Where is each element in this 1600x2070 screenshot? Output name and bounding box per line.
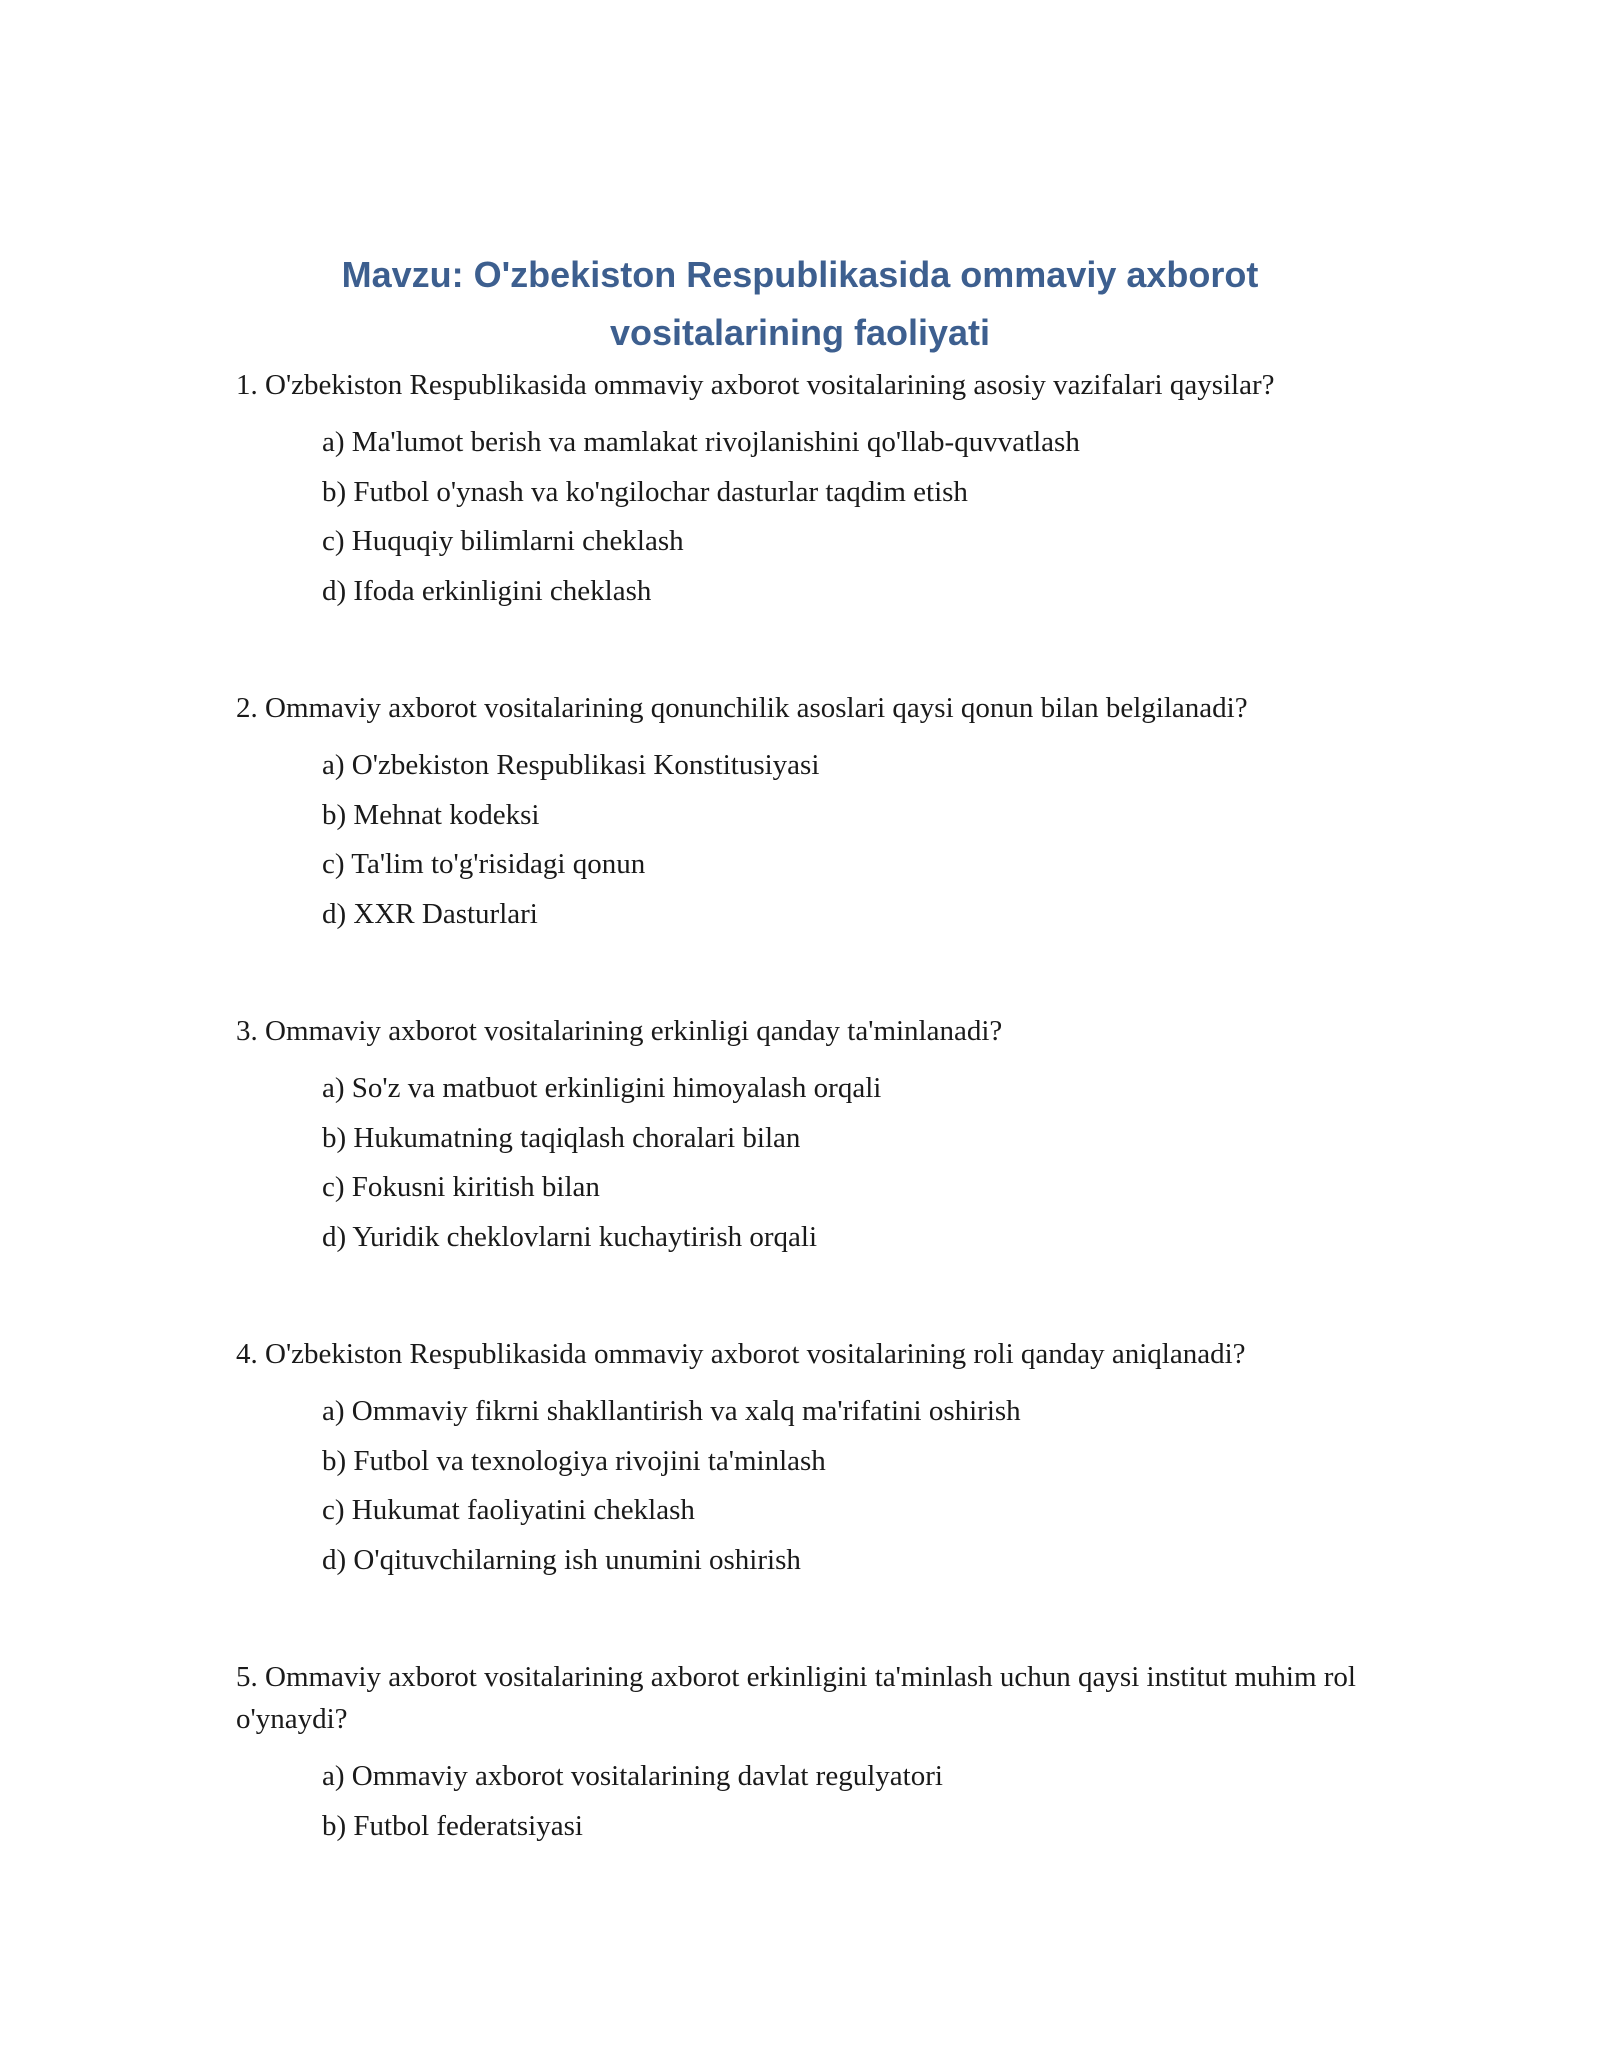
answer-option-a: a) Ma'lumot berish va mamlakat rivojlanishini qo'llab-quvvatlash bbox=[322, 426, 1080, 458]
answer-options bbox=[236, 1064, 1366, 1262]
answer-option-b: b) Futbol va texnologiya rivojini ta'minlash bbox=[322, 1444, 826, 1477]
answer-option-d: d) Yuridik cheklovlarni kuchaytirish orqali bbox=[322, 1220, 818, 1253]
title-line-2: vositalarining faoliyati bbox=[609, 312, 991, 353]
question-text: 2. Ommaviy axborot vositalarining qonunchilik asoslari qaysi qonun bilan belgilanadi? bbox=[236, 692, 1248, 724]
answer-option-a: a) So'z va matbuot erkinligini himoyalash orqali bbox=[322, 1072, 882, 1104]
question-1 bbox=[236, 364, 1366, 616]
question-text: 4. O'zbekiston Respublikasida ommaviy axborot vositalarining roli qanday aniqlanadi? bbox=[236, 1338, 1246, 1370]
question-text: 3. Ommaviy axborot vositalarining erkinligi qanday ta'minlanadi? bbox=[236, 1015, 1003, 1047]
question-4 bbox=[236, 1333, 1366, 1585]
answer-option-d: d) XXR Dasturlari bbox=[322, 897, 538, 930]
answer-option-a: a) Ommaviy axborot vositalarining davlat regulyatori bbox=[322, 1760, 943, 1792]
answer-option-b: b) Mehnat kodeksi bbox=[322, 798, 540, 831]
question-text: 5. Ommaviy axborot vositalarining axborot erkinligini ta'minlash uchun qaysi institut muhim rol o'ynaydi? bbox=[236, 1661, 1356, 1735]
answer-option-c: c) Hukumat faoliyatini cheklash bbox=[322, 1494, 695, 1526]
answer-option-b: b) Futbol o'ynash va ko'ngilochar dasturlar taqdim etish bbox=[322, 475, 968, 508]
answer-option-c: c) Ta'lim to'g'risidagi qonun bbox=[322, 848, 646, 880]
question-3 bbox=[236, 1010, 1366, 1262]
document-title bbox=[236, 246, 1364, 362]
answer-option-b: b) Futbol federatsiyasi bbox=[322, 1809, 583, 1842]
question-text: 1. O'zbekiston Respublikasida ommaviy axborot vositalarining asosiy vazifalari qaysilar? bbox=[236, 369, 1275, 401]
answer-option-d: d) Ifoda erkinligini cheklash bbox=[322, 574, 652, 607]
answer-option-c: c) Fokusni kiritish bilan bbox=[322, 1171, 600, 1203]
answer-options bbox=[236, 418, 1366, 616]
answer-option-a: a) Ommaviy fikrni shakllantirish va xalq ma'rifatini oshirish bbox=[322, 1395, 1021, 1427]
answer-option-a: a) O'zbekiston Respublikasi Konstitusiyasi bbox=[322, 749, 820, 781]
answer-options bbox=[236, 741, 1366, 939]
question-5 bbox=[236, 1656, 1366, 1851]
title-line-1: Mavzu: O'zbekiston Respublikasida ommaviy axborot bbox=[341, 254, 1259, 295]
answer-option-c: c) Huquqiy bilimlarni cheklash bbox=[322, 525, 684, 557]
question-2 bbox=[236, 687, 1366, 939]
answer-options bbox=[236, 1387, 1366, 1585]
answer-options bbox=[236, 1752, 1366, 1851]
answer-option-d: d) O'qituvchilarning ish unumini oshirish bbox=[322, 1543, 801, 1576]
answer-option-b: b) Hukumatning taqiqlash choralari bilan bbox=[322, 1121, 801, 1154]
